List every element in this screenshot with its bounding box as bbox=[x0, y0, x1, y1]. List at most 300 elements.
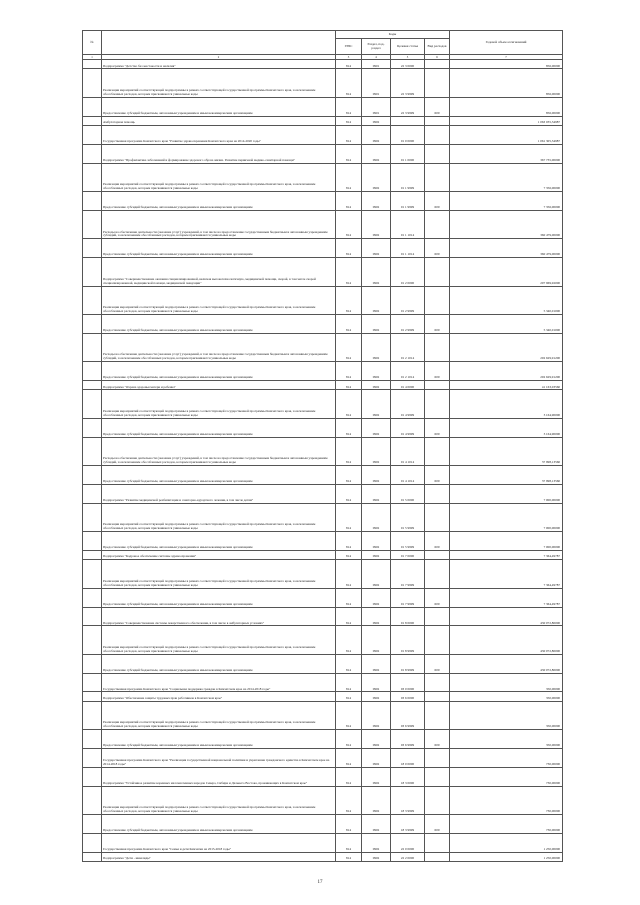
num-cell bbox=[83, 314, 102, 333]
target-cell: 01 2 1014 bbox=[391, 362, 425, 381]
name-cell: Подпрограмма "Детство без жестокости и насилия" bbox=[102, 60, 336, 69]
table-row bbox=[83, 692, 563, 701]
num-cell bbox=[83, 588, 102, 607]
grbs-cell: 814 bbox=[336, 126, 362, 145]
grbs-cell: 814 bbox=[336, 749, 362, 768]
target-cell: 01 7 9999 bbox=[391, 560, 425, 588]
section-cell: 0902 bbox=[362, 418, 391, 437]
num-cell bbox=[83, 144, 102, 163]
expense-cell bbox=[425, 286, 450, 314]
expense-cell bbox=[425, 333, 450, 361]
section-cell: 0902 bbox=[362, 768, 391, 787]
num-cell bbox=[83, 692, 102, 701]
page-number: 17 bbox=[317, 880, 323, 885]
target-cell: 18 3 0000 bbox=[391, 768, 425, 787]
grbs-cell: 814 bbox=[336, 258, 362, 286]
grbs-cell: 814 bbox=[336, 484, 362, 503]
table-row bbox=[83, 60, 563, 69]
name-cell: Реализация мероприятий соответствующей подпрограммы в рамках соответствующей государственной программы Камчатского края, за исключением обособленных расходов, которым присваиваются уникальные коды bbox=[102, 786, 336, 814]
amount-cell: 1 061 305,34987 bbox=[450, 126, 563, 145]
num-cell bbox=[83, 465, 102, 484]
name-cell: Реализация мероприятий соответствующей подпрограммы в рамках соответствующей государственной программы Камчатского края, за исключением обособленных расходов, которым присваиваются уникальные коды bbox=[102, 503, 336, 531]
expense-cell bbox=[425, 626, 450, 654]
num-cell bbox=[83, 211, 102, 239]
name-cell: Подпрограмма "Совершенствование системы лекарственного обеспечения, в том числе в амбулаторных условиях" bbox=[102, 607, 336, 626]
expense-cell bbox=[425, 60, 450, 69]
table-row bbox=[83, 258, 563, 286]
table-row bbox=[83, 588, 563, 607]
num-cell bbox=[83, 815, 102, 834]
section-cell: 0902 bbox=[362, 834, 391, 853]
target-cell: 01 8 9999 bbox=[391, 626, 425, 654]
num-cell bbox=[83, 97, 102, 116]
budget-table bbox=[82, 30, 563, 862]
num-cell bbox=[83, 503, 102, 531]
header-amount: Годовой объем ассигнований bbox=[450, 31, 563, 55]
amount-cell: 7 000,00000 bbox=[450, 532, 563, 551]
amount-cell: 856,00000 bbox=[450, 97, 563, 116]
amount-cell: 730,00000 bbox=[450, 786, 563, 814]
grbs-cell: 814 bbox=[336, 815, 362, 834]
section-cell: 0902 bbox=[362, 852, 391, 861]
section-cell: 0902 bbox=[362, 692, 391, 701]
name-cell: Предоставление субсидий бюджетным, автономным учреждениям и иным некоммерческим организациям bbox=[102, 239, 336, 258]
section-cell: 0902 bbox=[362, 314, 391, 333]
expense-cell bbox=[425, 163, 450, 191]
grbs-cell: 814 bbox=[336, 852, 362, 861]
grbs-cell: 814 bbox=[336, 116, 362, 125]
num-cell bbox=[83, 380, 102, 389]
header-codes: Коды bbox=[336, 31, 450, 39]
expense-cell: 600 bbox=[425, 815, 450, 834]
name-cell: Расходы на обеспечение деятельности (оказание услуг) учреждений, в том числе на предоставление государственным бюджетным и автономным учреждениям субсидий, за исключением обособленных расходов, которым присваиваются уникальные коды bbox=[102, 333, 336, 361]
section-cell: 0902 bbox=[362, 163, 391, 191]
section-cell: 0902 bbox=[362, 258, 391, 286]
grbs-cell: 814 bbox=[336, 239, 362, 258]
section-cell: 0902 bbox=[362, 144, 391, 163]
section-cell: 0902 bbox=[362, 239, 391, 258]
name-cell: Предоставление субсидий бюджетным, автономным учреждениям и иным некоммерческим организациям bbox=[102, 532, 336, 551]
section-cell: 0902 bbox=[362, 116, 391, 125]
amount-cell: 730,00000 bbox=[450, 749, 563, 768]
amount-cell: 37 998,13560 bbox=[450, 437, 563, 465]
header-name bbox=[102, 31, 336, 55]
header-grbs: ГРБС bbox=[336, 39, 362, 55]
section-cell: 0902 bbox=[362, 749, 391, 768]
table-row bbox=[83, 834, 563, 853]
name-cell: Подпрограмма "Развитие медицинской реабилитации и санаторно-курортного лечения, в том числе детям" bbox=[102, 484, 336, 503]
col-number: 1 bbox=[83, 55, 102, 60]
table-row bbox=[83, 654, 563, 673]
section-cell: 0902 bbox=[362, 654, 391, 673]
name-cell: Подпрограмма "Кадровое обеспечение системы здравоохранения" bbox=[102, 550, 336, 559]
name-cell: Предоставление субсидий бюджетным, автономным учреждениям и иным некоммерческим организациям bbox=[102, 654, 336, 673]
name-cell: Подпрограмма "Дети - инвалиды" bbox=[102, 852, 336, 861]
target-cell: 03 6 9999 bbox=[391, 701, 425, 729]
target-cell: 01 2 1014 bbox=[391, 333, 425, 361]
section-cell: 0902 bbox=[362, 607, 391, 626]
table-row bbox=[83, 701, 563, 729]
num-cell bbox=[83, 484, 102, 503]
num-cell bbox=[83, 362, 102, 381]
num-cell bbox=[83, 550, 102, 559]
section-cell: 0902 bbox=[362, 211, 391, 239]
name-cell: Предоставление субсидий бюджетным, автономным учреждениям и иным некоммерческим организациям bbox=[102, 97, 336, 116]
section-cell: 0902 bbox=[362, 390, 391, 418]
num-cell bbox=[83, 286, 102, 314]
table-row bbox=[83, 144, 563, 163]
amount-cell: 41 163,03560 bbox=[450, 380, 563, 389]
expense-cell bbox=[425, 607, 450, 626]
expense-cell: 600 bbox=[425, 362, 450, 381]
expense-cell: 600 bbox=[425, 239, 450, 258]
amount-cell: 350,00000 bbox=[450, 730, 563, 749]
grbs-cell: 814 bbox=[336, 503, 362, 531]
grbs-cell: 814 bbox=[336, 588, 362, 607]
amount-cell: 3 164,90000 bbox=[450, 390, 563, 418]
target-cell: 03 6 9999 bbox=[391, 730, 425, 749]
num-cell bbox=[83, 258, 102, 286]
expense-cell bbox=[425, 701, 450, 729]
expense-cell: 600 bbox=[425, 532, 450, 551]
expense-cell: 600 bbox=[425, 588, 450, 607]
num-cell bbox=[83, 673, 102, 692]
section-cell: 0902 bbox=[362, 730, 391, 749]
expense-cell bbox=[425, 692, 450, 701]
target-cell: 01 1 9999 bbox=[391, 192, 425, 211]
budget-document bbox=[82, 30, 562, 862]
num-cell bbox=[83, 654, 102, 673]
table-row bbox=[83, 786, 563, 814]
expense-cell bbox=[425, 390, 450, 418]
expense-cell bbox=[425, 211, 450, 239]
grbs-cell: 814 bbox=[336, 673, 362, 692]
num-cell bbox=[83, 333, 102, 361]
grbs-cell: 814 bbox=[336, 834, 362, 853]
target-cell: 18 0 0000 bbox=[391, 749, 425, 768]
table-row bbox=[83, 69, 563, 97]
name-cell: Амбулаторная помощь bbox=[102, 116, 336, 125]
grbs-cell: 814 bbox=[336, 437, 362, 465]
table-row bbox=[83, 390, 563, 418]
section-cell: 0901 bbox=[362, 60, 391, 69]
target-cell: 22 3 0000 bbox=[391, 60, 425, 69]
section-cell: 0902 bbox=[362, 484, 391, 503]
section-cell: 0902 bbox=[362, 380, 391, 389]
amount-cell: 730,00000 bbox=[450, 815, 563, 834]
name-cell: Предоставление субсидий бюджетным, автономным учреждениям и иным некоммерческим организациям bbox=[102, 314, 336, 333]
target-cell: 22 3 9999 bbox=[391, 97, 425, 116]
name-cell: Реализация мероприятий соответствующей подпрограммы в рамках соответствующей государственной программы Камчатского края, за исключением обособленных расходов, которым присваиваются уникальные коды bbox=[102, 390, 336, 418]
table-row bbox=[83, 126, 563, 145]
target-cell: 01 4 1014 bbox=[391, 465, 425, 484]
table-row bbox=[83, 532, 563, 551]
target-cell: 01 2 9999 bbox=[391, 286, 425, 314]
amount-cell: 7 364,49787 bbox=[450, 560, 563, 588]
expense-cell: 600 bbox=[425, 314, 450, 333]
name-cell: Реализация мероприятий соответствующей подпрограммы в рамках соответствующей государственной программы Камчатского края, за исключением обособленных расходов, которым присваиваются уникальные коды bbox=[102, 163, 336, 191]
target-cell: 01 7 0000 bbox=[391, 550, 425, 559]
table-row bbox=[83, 607, 563, 626]
grbs-cell: 814 bbox=[336, 532, 362, 551]
name-cell: Подпрограмма "Совершенствование оказания специализированной, включая высокотехнологичную, медицинской помощи, скорой, в том числе скорой специализированной, медицинской помощи, медицинской эвакуации" bbox=[102, 258, 336, 286]
section-cell: 0902 bbox=[362, 333, 391, 361]
expense-cell bbox=[425, 749, 450, 768]
target-cell: 01 5 9999 bbox=[391, 503, 425, 531]
target-cell: 03 6 0000 bbox=[391, 692, 425, 701]
grbs-cell: 814 bbox=[336, 390, 362, 418]
expense-cell: 600 bbox=[425, 465, 450, 484]
table-row bbox=[83, 437, 563, 465]
table-row bbox=[83, 730, 563, 749]
num-cell bbox=[83, 786, 102, 814]
num-cell bbox=[83, 390, 102, 418]
num-cell bbox=[83, 126, 102, 145]
section-cell: 0902 bbox=[362, 626, 391, 654]
table-row bbox=[83, 815, 563, 834]
grbs-cell: 814 bbox=[336, 211, 362, 239]
num-cell bbox=[83, 163, 102, 191]
section-cell: 0901 bbox=[362, 97, 391, 116]
grbs-cell: 814 bbox=[336, 768, 362, 787]
expense-cell bbox=[425, 69, 450, 97]
num-cell bbox=[83, 768, 102, 787]
table-row bbox=[83, 626, 563, 654]
target-cell: 01 4 9999 bbox=[391, 418, 425, 437]
target-cell: 01 0 0000 bbox=[391, 126, 425, 145]
section-cell: 0902 bbox=[362, 532, 391, 551]
amount-cell: 1 250,00000 bbox=[450, 834, 563, 853]
grbs-cell: 814 bbox=[336, 465, 362, 484]
amount-cell: 367 735,00000 bbox=[450, 144, 563, 163]
target-cell bbox=[391, 116, 425, 125]
table-row bbox=[83, 333, 563, 361]
amount-cell: 1 250,00000 bbox=[450, 852, 563, 861]
expense-cell bbox=[425, 673, 450, 692]
grbs-cell: 814 bbox=[336, 144, 362, 163]
expense-cell bbox=[425, 560, 450, 588]
name-cell: Расходы на обеспечение деятельности (оказание услуг) учреждений, в том числе на предоставление государственным бюджетным и автономным учреждениям субсидий, за исключением обособленных расходов, которым присваиваются уникальные коды bbox=[102, 437, 336, 465]
table-row bbox=[83, 673, 563, 692]
expense-cell: 600 bbox=[425, 730, 450, 749]
expense-cell: 600 bbox=[425, 192, 450, 211]
table-row bbox=[83, 97, 563, 116]
section-cell: 0902 bbox=[362, 503, 391, 531]
target-cell: 01 8 0000 bbox=[391, 607, 425, 626]
expense-cell bbox=[425, 126, 450, 145]
table-row bbox=[83, 286, 563, 314]
amount-cell: 350,00000 bbox=[450, 692, 563, 701]
num-cell bbox=[83, 60, 102, 69]
grbs-cell: 814 bbox=[336, 701, 362, 729]
num-cell bbox=[83, 69, 102, 97]
grbs-cell: 814 bbox=[336, 607, 362, 626]
num-cell bbox=[83, 116, 102, 125]
expense-cell bbox=[425, 258, 450, 286]
amount-cell: 730,00000 bbox=[450, 768, 563, 787]
grbs-cell: 814 bbox=[336, 314, 362, 333]
amount-cell: 360 479,00000 bbox=[450, 211, 563, 239]
name-cell: Подпрограмма "Профилактика заболеваний и формирование здорового образа жизни. Развитие первичной медико-санитарной помощи" bbox=[102, 144, 336, 163]
name-cell: Подпрограмма "Охрана здоровья матери и ребенка" bbox=[102, 380, 336, 389]
num-cell bbox=[83, 192, 102, 211]
table-row bbox=[83, 465, 563, 484]
target-cell: 01 4 9999 bbox=[391, 390, 425, 418]
table-row bbox=[83, 749, 563, 768]
amount-cell: 1 063 035,34987 bbox=[450, 116, 563, 125]
target-cell: 01 2 9999 bbox=[391, 314, 425, 333]
grbs-cell: 814 bbox=[336, 362, 362, 381]
target-cell: 22 2 0000 bbox=[391, 852, 425, 861]
target-cell: 03 0 0000 bbox=[391, 673, 425, 692]
name-cell: Государственная программа Камчатского края "Семья и дети Камчатки на 2015-2018 годы" bbox=[102, 834, 336, 853]
name-cell: Реализация мероприятий соответствующей подпрограммы в рамках соответствующей государственной программы Камчатского края, за исключением обособленных расходов, которым присваиваются уникальные коды bbox=[102, 701, 336, 729]
grbs-cell: 814 bbox=[336, 60, 362, 69]
grbs-cell: 814 bbox=[336, 97, 362, 116]
name-cell: Предоставление субсидий бюджетным, автономным учреждениям и иным некоммерческим организациям bbox=[102, 730, 336, 749]
section-cell: 0902 bbox=[362, 588, 391, 607]
section-cell: 0901 bbox=[362, 69, 391, 97]
section-cell: 0902 bbox=[362, 286, 391, 314]
num-cell bbox=[83, 834, 102, 853]
table-row bbox=[83, 192, 563, 211]
expense-cell bbox=[425, 550, 450, 559]
amount-cell: 3 164,90000 bbox=[450, 418, 563, 437]
num-cell bbox=[83, 437, 102, 465]
grbs-cell: 814 bbox=[336, 418, 362, 437]
amount-cell: 7 000,00000 bbox=[450, 503, 563, 531]
table-row bbox=[83, 239, 563, 258]
section-cell: 0902 bbox=[362, 560, 391, 588]
num-cell bbox=[83, 418, 102, 437]
section-cell: 0902 bbox=[362, 465, 391, 484]
table-row bbox=[83, 768, 563, 787]
grbs-cell: 814 bbox=[336, 550, 362, 559]
name-cell: Реализация мероприятий соответствующей подпрограммы в рамках соответствующей государственной программы Камчатского края, за исключением обособленных расходов, которым присваиваются уникальные коды bbox=[102, 626, 336, 654]
header-num: № bbox=[83, 31, 102, 55]
target-cell: 22 0 0000 bbox=[391, 834, 425, 853]
name-cell: Реализация мероприятий соответствующей подпрограммы в рамках соответствующей государственной программы Камчатского края, за исключением обособленных расходов, которым присваиваются уникальные коды bbox=[102, 286, 336, 314]
expense-cell bbox=[425, 852, 450, 861]
amount-cell: 350,00000 bbox=[450, 701, 563, 729]
target-cell: 01 2 0000 bbox=[391, 258, 425, 286]
section-cell: 0902 bbox=[362, 701, 391, 729]
target-cell: 01 7 9999 bbox=[391, 588, 425, 607]
amount-cell: 350,00000 bbox=[450, 673, 563, 692]
section-cell: 0902 bbox=[362, 126, 391, 145]
section-cell: 0902 bbox=[362, 815, 391, 834]
amount-cell: 202 629,91200 bbox=[450, 333, 563, 361]
name-cell: Подпрограмма "Устойчивое развитие коренных малочисленных народов Севера, Сибири и Дальнего Востока, проживающих в Камчатском крае" bbox=[102, 768, 336, 787]
target-cell: 01 5 0000 bbox=[391, 484, 425, 503]
name-cell: Предоставление субсидий бюджетным, автономным учреждениям и иным некоммерческим организациям bbox=[102, 588, 336, 607]
num-cell bbox=[83, 239, 102, 258]
name-cell: Государственная программа Камчатского края "Реализация государственной национальной политики и укрепление гражданского единства в Камчатском крае на 2014-2018 годы" bbox=[102, 749, 336, 768]
grbs-cell: 814 bbox=[336, 692, 362, 701]
amount-cell: 7 000,00000 bbox=[450, 484, 563, 503]
col-number: 3 bbox=[336, 55, 362, 60]
grbs-cell: 814 bbox=[336, 560, 362, 588]
target-cell: 01 1 0000 bbox=[391, 144, 425, 163]
grbs-cell: 814 bbox=[336, 730, 362, 749]
table-row bbox=[83, 484, 563, 503]
table-row bbox=[83, 116, 563, 125]
grbs-cell: 814 bbox=[336, 626, 362, 654]
name-cell: Подпрограмма "Обеспечение защиты трудовых прав работников в Камчатском крае" bbox=[102, 692, 336, 701]
target-cell: 18 3 9999 bbox=[391, 786, 425, 814]
target-cell: 01 5 9999 bbox=[391, 532, 425, 551]
grbs-cell: 814 bbox=[336, 380, 362, 389]
amount-cell: 430 072,80000 bbox=[450, 607, 563, 626]
grbs-cell: 814 bbox=[336, 69, 362, 97]
name-cell: Государственная программа Камчатского края "Развитие здравоохранения Камчатского края на 2014-2020 годы" bbox=[102, 126, 336, 145]
target-cell: 18 3 9999 bbox=[391, 815, 425, 834]
table-row bbox=[83, 503, 563, 531]
amount-cell: 5 340,01000 bbox=[450, 286, 563, 314]
expense-cell bbox=[425, 834, 450, 853]
expense-cell: 600 bbox=[425, 654, 450, 673]
section-cell: 0902 bbox=[362, 550, 391, 559]
num-cell bbox=[83, 607, 102, 626]
table-row bbox=[83, 550, 563, 559]
name-cell: Реализация мероприятий соответствующей подпрограммы в рамках соответствующей государственной программы Камчатского края, за исключением обособленных расходов, которым присваиваются уникальные коды bbox=[102, 69, 336, 97]
num-cell bbox=[83, 532, 102, 551]
table-row bbox=[83, 314, 563, 333]
name-cell: Предоставление субсидий бюджетным, автономным учреждениям и иным некоммерческим организациям bbox=[102, 192, 336, 211]
grbs-cell: 814 bbox=[336, 163, 362, 191]
amount-cell: 207 969,92000 bbox=[450, 258, 563, 286]
header-expense: Вид расходов bbox=[425, 39, 450, 55]
table-row bbox=[83, 362, 563, 381]
col-number: 6 bbox=[425, 55, 450, 60]
amount-cell: 430 072,80000 bbox=[450, 654, 563, 673]
table-row bbox=[83, 418, 563, 437]
grbs-cell: 814 bbox=[336, 654, 362, 673]
expense-cell bbox=[425, 484, 450, 503]
expense-cell: 600 bbox=[425, 97, 450, 116]
amount-cell: 7 356,00000 bbox=[450, 192, 563, 211]
amount-cell: 856,00000 bbox=[450, 69, 563, 97]
expense-cell bbox=[425, 380, 450, 389]
num-cell bbox=[83, 626, 102, 654]
target-cell: 01 1 1014 bbox=[391, 211, 425, 239]
table-row bbox=[83, 163, 563, 191]
name-cell: Расходы на обеспечение деятельности (оказание услуг) учреждений, в том числе на предоставление государственным бюджетным и автономным учреждениям субсидий, за исключением обособленных расходов, которым присваиваются уникальные коды bbox=[102, 211, 336, 239]
expense-cell bbox=[425, 503, 450, 531]
amount-cell: 202 629,91200 bbox=[450, 362, 563, 381]
expense-cell bbox=[425, 116, 450, 125]
amount-cell: 37 998,13560 bbox=[450, 465, 563, 484]
num-cell bbox=[83, 701, 102, 729]
target-cell: 01 1 1014 bbox=[391, 239, 425, 258]
col-number: 7 bbox=[450, 55, 563, 60]
amount-cell: 856,00000 bbox=[450, 60, 563, 69]
table-row bbox=[83, 211, 563, 239]
amount-cell: 7 364,49787 bbox=[450, 588, 563, 607]
name-cell: Предоставление субсидий бюджетным, автономным учреждениям и иным некоммерческим организациям bbox=[102, 362, 336, 381]
grbs-cell: 814 bbox=[336, 333, 362, 361]
col-number: 2 bbox=[102, 55, 336, 60]
section-cell: 0902 bbox=[362, 192, 391, 211]
section-cell: 0902 bbox=[362, 362, 391, 381]
col-number: 5 bbox=[391, 55, 425, 60]
expense-cell bbox=[425, 437, 450, 465]
expense-cell bbox=[425, 144, 450, 163]
amount-cell: 5 340,01000 bbox=[450, 314, 563, 333]
col-number: 4 bbox=[362, 55, 391, 60]
grbs-cell: 814 bbox=[336, 786, 362, 814]
table-row bbox=[83, 852, 563, 861]
